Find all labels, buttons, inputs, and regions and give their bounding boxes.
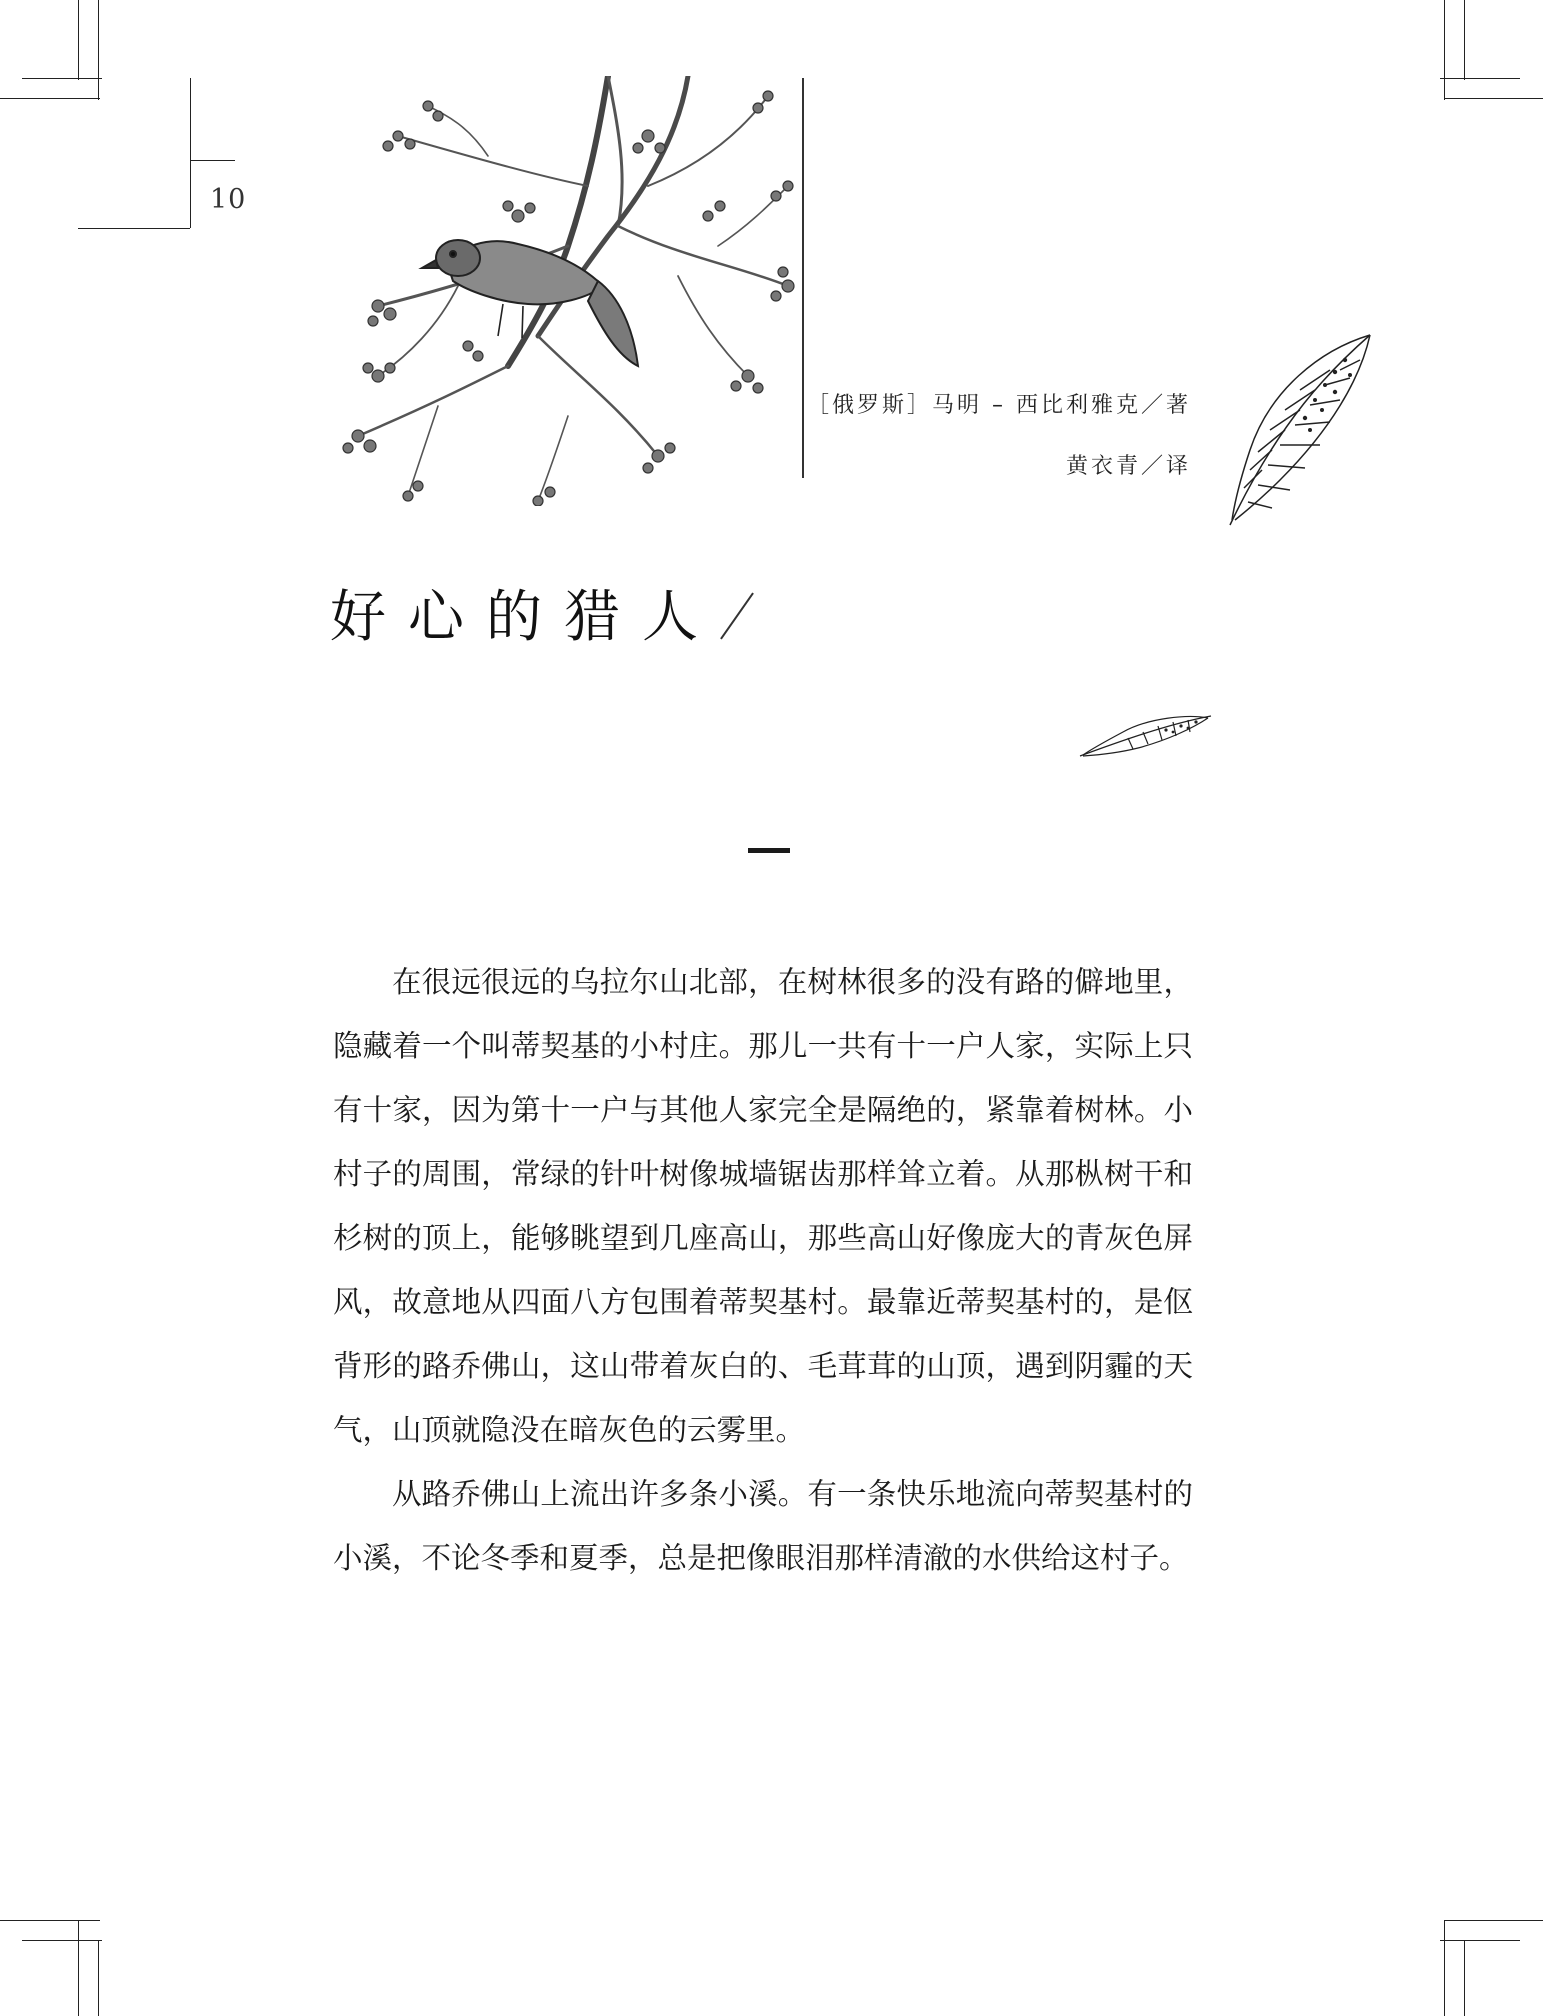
- crop-mark: [22, 1940, 102, 1941]
- crop-mark: [98, 0, 99, 100]
- crop-mark: [98, 1940, 99, 2016]
- crop-mark: [1444, 0, 1445, 100]
- body-text: [333, 950, 1193, 1590]
- crop-mark: [78, 0, 79, 80]
- paragraph: 在很远很远的乌拉尔山北部，在树林很多的没有路的僻地里，隐藏着一个叫蒂契基的小村庄。那儿一共有十一户人家，实际上只有十家，因为第十一户与其他人家完全是隔绝的，紧靠着树林。小村子的周围，常绿的针叶树像城墙锯齿那样耸立着。从那枞树干和杉树的顶上，能够眺望到几座高山，那些高山好像庞大的青灰色屏风，故意地从四面八方包围着蒂契基村。最靠近蒂契基村的，是伛背形的路乔佛山，这山带着灰白的、毛茸茸的山顶，遇到阴霾的天气，山顶就隐没在暗灰色的云雾里。: [333, 965, 1193, 1447]
- byline: [807, 388, 1191, 480]
- page-number: 10: [210, 184, 247, 215]
- crop-mark: [1440, 1940, 1520, 1941]
- crop-mark: [78, 228, 190, 229]
- crop-mark: [78, 1920, 79, 2016]
- bird-illustration: [318, 76, 798, 506]
- crop-mark: [22, 78, 102, 79]
- crop-mark: [0, 98, 100, 99]
- crop-mark: [190, 78, 191, 228]
- author-credit: ［俄罗斯］马明 – 西比利雅克／著: [807, 393, 1191, 418]
- translator-credit: 黄衣青／译: [1065, 454, 1191, 479]
- page-title: 好心的猎人: [330, 585, 720, 650]
- title-slash: [720, 592, 754, 639]
- crop-mark: [190, 160, 235, 161]
- title-block: [330, 578, 738, 648]
- vertical-divider: [802, 78, 804, 478]
- feather-icon: [1078, 712, 1213, 760]
- crop-mark: [0, 1920, 100, 1921]
- crop-mark: [1444, 98, 1543, 99]
- crop-mark: [1444, 1920, 1543, 1921]
- crop-mark: [1464, 1940, 1465, 2016]
- crop-mark: [1464, 0, 1465, 80]
- paragraph: 从路乔佛山上流出许多条小溪。有一条快乐地流向蒂契基村的小溪，不论冬季和夏季，总是把像眼泪那样清澈的水供给这村子。: [333, 1477, 1193, 1575]
- crop-mark: [1444, 1920, 1445, 2016]
- feather-icon: [1210, 330, 1380, 530]
- section-marker: [748, 848, 790, 853]
- crop-mark: [1440, 78, 1520, 79]
